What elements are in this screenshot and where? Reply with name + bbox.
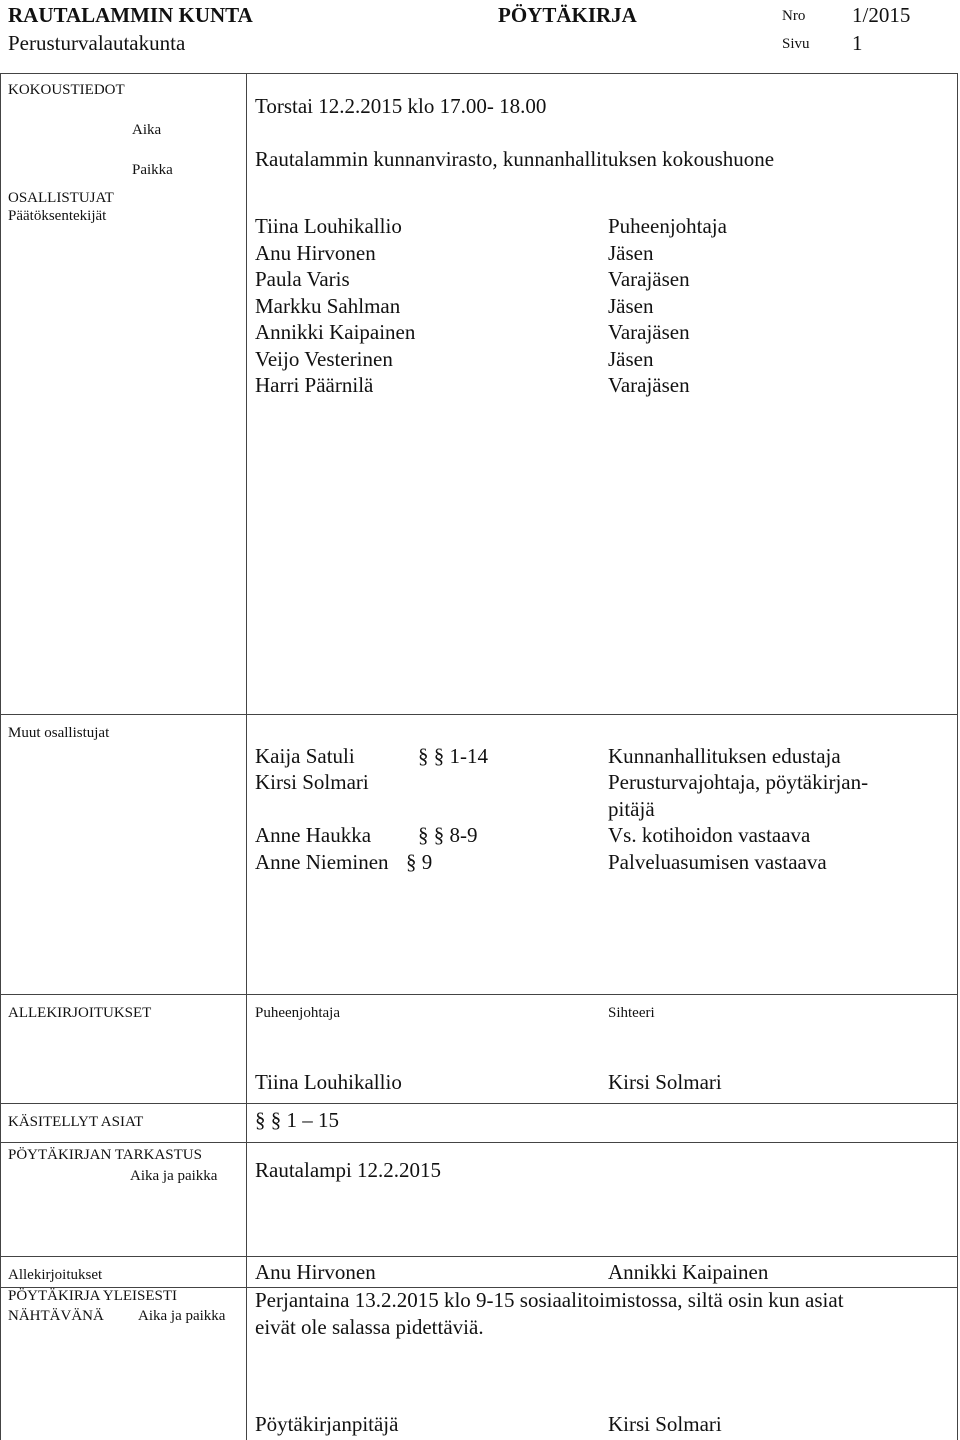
secretary-label: Sihteeri — [608, 1005, 655, 1021]
public-time-place-label: Aika ja paikka — [138, 1308, 226, 1324]
member-names — [255, 213, 415, 399]
other-role: Palveluasumisen vastaava — [608, 850, 827, 874]
handled-value: § § 1 – 15 — [255, 1108, 339, 1132]
member-name: Markku Sahlman — [255, 293, 401, 318]
review-time-place-label: Aika ja paikka — [130, 1168, 218, 1184]
other-name: Kaija Satuli — [255, 744, 355, 768]
chair-label: Puheenjohtaja — [255, 1005, 340, 1021]
row-divider-others — [0, 714, 958, 715]
other-role: Perusturvajohtaja, pöytäkirjan- — [608, 770, 869, 794]
member-roles — [608, 213, 727, 399]
public-label-line1: PÖYTÄKIRJA YLEISESTI — [8, 1288, 178, 1304]
public-value-line1: Perjantaina 13.2.2015 klo 9-15 sosiaalitoimistossa, siltä osin kun asiat — [255, 1288, 844, 1312]
place-value: Rautalammin kunnanvirasto, kunnanhallituksen kokoushuone — [255, 147, 775, 171]
reviewer-2: Annikki Kaipainen — [608, 1260, 769, 1284]
review-time-place-value: Rautalampi 12.2.2015 — [255, 1158, 442, 1182]
member-role: Jäsen — [608, 240, 654, 265]
other-sections: § § 1-14 — [418, 744, 488, 768]
public-value-line2: eivät ole salassa pidettäviä. — [255, 1315, 484, 1339]
member-name: Anu Hirvonen — [255, 240, 376, 265]
member-role: Varajäsen — [608, 373, 690, 397]
municipality-name: RAUTALAMMIN KUNTA — [8, 3, 253, 27]
other-role-continued: pitäjä — [608, 797, 655, 821]
meeting-section-label: KOKOUSTIEDOT — [8, 82, 125, 98]
other-role: Kunnanhallituksen edustaja — [608, 744, 841, 768]
row-divider-review — [0, 1142, 958, 1143]
handled-label: KÄSITELLYT ASIAT — [8, 1114, 144, 1130]
nro-label: Nro — [782, 8, 806, 24]
keeper-name: Kirsi Solmari — [608, 1412, 722, 1436]
member-role: Varajäsen — [608, 267, 690, 291]
other-sections: § § 8-9 — [418, 823, 478, 847]
member-name: Paula Varis — [255, 267, 350, 291]
sivu-value: 1 — [852, 31, 863, 55]
reviewer-1: Anu Hirvonen — [255, 1260, 376, 1284]
place-label: Paikka — [132, 162, 173, 178]
sivu-label: Sivu — [782, 36, 810, 52]
left-border — [0, 73, 1, 1440]
secretary-name: Kirsi Solmari — [608, 1070, 722, 1094]
other-name: Kirsi Solmari — [255, 770, 369, 794]
other-name: Anne Haukka — [255, 823, 372, 847]
other-role: Vs. kotihoidon vastaava — [608, 823, 811, 847]
other-name: Anne Nieminen — [255, 850, 389, 874]
document-type: PÖYTÄKIRJA — [498, 3, 637, 27]
signatures-section-label: ALLEKIRJOITUKSET — [8, 1005, 152, 1021]
participants-section-label: OSALLISTUJAT — [8, 190, 114, 206]
member-role: Varajäsen — [608, 320, 690, 344]
top-border — [0, 73, 958, 74]
member-role: Jäsen — [608, 346, 654, 371]
board-name: Perusturvalautakunta — [8, 31, 186, 55]
column-divider — [246, 73, 247, 1440]
keeper-label: Pöytäkirjanpitäjä — [255, 1412, 399, 1436]
member-name: Annikki Kaipainen — [255, 320, 416, 344]
row-divider-signatures2 — [0, 1256, 958, 1257]
member-role: Jäsen — [608, 293, 654, 318]
public-label-line2: NÄHTÄVÄNÄ — [8, 1308, 104, 1324]
member-name: Veijo Vesterinen — [255, 346, 393, 371]
time-value: Torstai 12.2.2015 klo 17.00- 18.00 — [255, 94, 547, 118]
nro-value: 1/2015 — [852, 3, 911, 27]
others-section-label: Muut osallistujat — [8, 725, 110, 741]
right-border — [957, 73, 958, 1440]
row-divider-signatures — [0, 994, 958, 995]
review-label: PÖYTÄKIRJAN TARKASTUS — [8, 1147, 202, 1163]
decision-makers-label: Päätöksentekijät — [8, 208, 107, 224]
chair-name: Tiina Louhikallio — [255, 1070, 402, 1094]
review-signatures-label: Allekirjoitukset — [8, 1267, 103, 1283]
row-divider-handled — [0, 1103, 958, 1104]
member-role: Puheenjohtaja — [608, 214, 727, 238]
member-name: Tiina Louhikallio — [255, 214, 402, 238]
time-label: Aika — [132, 122, 162, 138]
member-name: Harri Päärnilä — [255, 373, 374, 397]
other-sections: § 9 — [406, 850, 433, 874]
